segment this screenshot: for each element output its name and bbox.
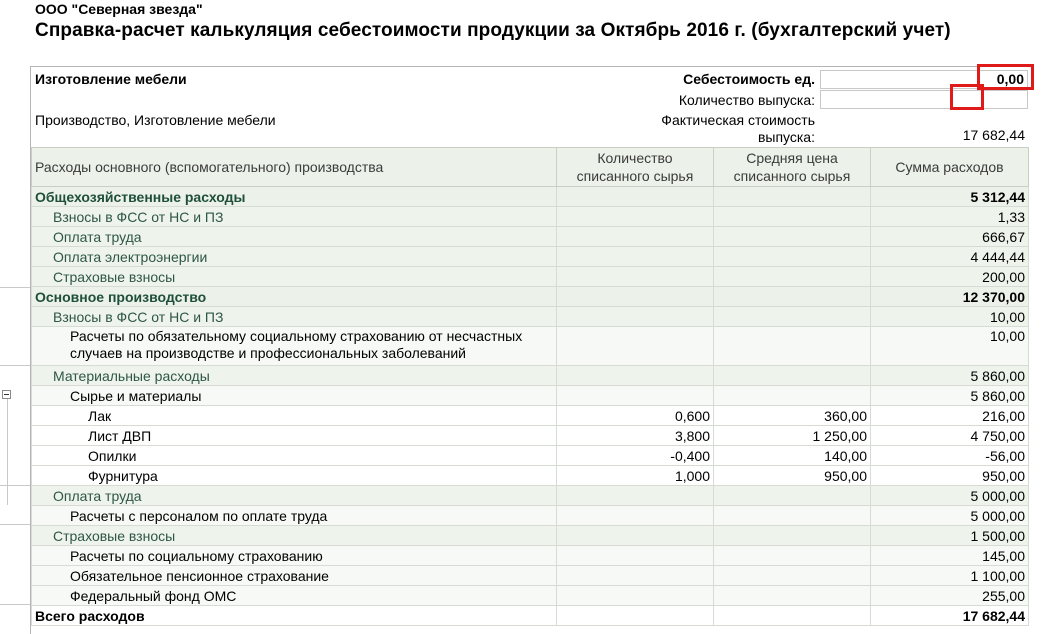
row-qty (557, 366, 714, 386)
col-header-sum[interactable]: Сумма расходов (871, 148, 1029, 187)
row-qty (557, 207, 714, 227)
row-sum: 200,00 (871, 267, 1029, 287)
row-price (714, 606, 871, 626)
row-label: Страховые взносы (32, 267, 557, 287)
row-sum: -56,00 (871, 446, 1029, 466)
row-sum: 1 500,00 (871, 526, 1029, 546)
row-price (714, 586, 871, 606)
table-row[interactable] (32, 586, 1029, 606)
table-row[interactable] (32, 287, 1029, 307)
col-header-price[interactable]: Средняя цена списанного сырья (714, 148, 871, 187)
table-row[interactable] (32, 426, 1029, 446)
row-sum: 255,00 (871, 586, 1029, 606)
col-header-expense[interactable]: Расходы основного (вспомогательного) производства (32, 148, 557, 187)
table-row[interactable] (32, 406, 1029, 426)
row-price (714, 546, 871, 566)
highlight-unit-cost (977, 64, 1034, 90)
total-sum: 17 682,44 (871, 606, 1029, 626)
row-qty (557, 526, 714, 546)
table-row[interactable] (32, 247, 1029, 267)
row-label: Общехозяйственные расходы (32, 187, 557, 207)
row-sum: 950,00 (871, 466, 1029, 486)
unit-cost-value[interactable]: 0,00 (820, 70, 1028, 89)
table-row[interactable] (32, 506, 1029, 526)
outline-line (0, 524, 30, 525)
row-label: Оплата труда (32, 227, 557, 247)
report-title: Справка-расчет калькуляция себестоимости продукции за Октябрь 2016 г. (бухгалтерский учет) (35, 20, 951, 41)
table-row[interactable] (32, 307, 1029, 327)
production-line: Производство, Изготовление мебели (35, 112, 276, 128)
row-label: Материальные расходы (32, 366, 557, 386)
row-qty (557, 386, 714, 406)
collapse-group-toggle[interactable] (2, 390, 11, 399)
total-label: Всего расходов (32, 606, 557, 626)
row-label: Лак (32, 406, 557, 426)
row-sum: 5 312,44 (871, 187, 1029, 207)
cost-table (31, 147, 1029, 626)
row-sum: 12 370,00 (871, 287, 1029, 307)
row-sum: 5 860,00 (871, 386, 1029, 406)
row-price (714, 187, 871, 207)
row-price: 360,00 (714, 406, 871, 426)
outline-line (0, 365, 30, 366)
row-qty (557, 486, 714, 506)
row-qty (557, 227, 714, 247)
row-qty (557, 546, 714, 566)
table-row[interactable] (32, 187, 1029, 207)
row-price (714, 287, 871, 307)
row-label: Федеральный фонд ОМС (32, 586, 557, 606)
outline-line (0, 485, 30, 486)
table-row[interactable] (32, 366, 1029, 386)
row-label: Фурнитура (32, 466, 557, 486)
row-sum: 5 860,00 (871, 366, 1029, 386)
row-sum: 5 000,00 (871, 506, 1029, 526)
row-label: Расчеты с персоналом по оплате труда (32, 506, 557, 526)
table-row[interactable] (32, 466, 1029, 486)
row-sum: 5 000,00 (871, 486, 1029, 506)
row-price (714, 247, 871, 267)
row-price (714, 307, 871, 327)
row-label: Сырье и материалы (32, 386, 557, 406)
table-row[interactable] (32, 566, 1029, 586)
table-row[interactable] (32, 227, 1029, 247)
actual-cost-label-line1: Фактическая стоимость (661, 112, 815, 128)
actual-cost-label (661, 112, 815, 146)
outline-gutter (0, 0, 30, 633)
row-price (714, 526, 871, 546)
col-header-qty[interactable]: Количество списанного сырья (557, 148, 714, 187)
row-qty (557, 506, 714, 526)
row-price: 140,00 (714, 446, 871, 466)
actual-cost-label-line2: выпуска: (757, 129, 815, 145)
row-label: Основное производство (32, 287, 557, 307)
row-label: Расчеты по обязательному социальному страхованию от несчастных случаев на производстве и профессиональных заболеваний (32, 327, 557, 366)
row-sum: 1 100,00 (871, 566, 1029, 586)
row-qty (557, 187, 714, 207)
row-qty (557, 247, 714, 267)
row-qty (557, 287, 714, 307)
row-label: Оплата электроэнергии (32, 247, 557, 267)
row-sum: 666,67 (871, 227, 1029, 247)
highlight-quantity (950, 84, 984, 110)
row-qty: -0,400 (557, 446, 714, 466)
table-row[interactable] (32, 207, 1029, 227)
row-price (714, 386, 871, 406)
row-sum: 4 750,00 (871, 426, 1029, 446)
actual-cost-value[interactable]: 17 682,44 (962, 127, 1025, 143)
row-price: 1 250,00 (714, 426, 871, 446)
row-qty (557, 606, 714, 626)
table-row[interactable] (32, 267, 1029, 287)
row-sum: 10,00 (871, 307, 1029, 327)
row-sum: 145,00 (871, 546, 1029, 566)
row-label: Лист ДВП (32, 426, 557, 446)
row-sum: 216,00 (871, 406, 1029, 426)
table-row[interactable] (32, 546, 1029, 566)
total-row[interactable] (32, 606, 1029, 626)
row-price (714, 267, 871, 287)
row-qty (557, 586, 714, 606)
outline-line (0, 287, 30, 288)
row-label: Взносы в ФСС от НС и ПЗ (32, 207, 557, 227)
outline-line (0, 604, 30, 605)
row-sum: 1,33 (871, 207, 1029, 227)
row-qty (557, 327, 714, 366)
row-qty (557, 307, 714, 327)
row-label: Взносы в ФСС от НС и ПЗ (32, 307, 557, 327)
row-label: Страховые взносы (32, 526, 557, 546)
row-label: Расчеты по социальному страхованию (32, 546, 557, 566)
row-price: 950,00 (714, 466, 871, 486)
row-qty: 0,600 (557, 406, 714, 426)
row-price (714, 506, 871, 526)
row-qty: 1,000 (557, 466, 714, 486)
row-label: Обязательное пенсионное страхование (32, 566, 557, 586)
table-row[interactable] (32, 386, 1029, 406)
row-price (714, 566, 871, 586)
row-price (714, 227, 871, 247)
organization-name: ООО "Северная звезда" (35, 1, 203, 17)
row-qty (557, 267, 714, 287)
table-row[interactable] (32, 526, 1029, 546)
row-price (714, 486, 871, 506)
table-row[interactable] (32, 486, 1029, 506)
row-label: Опилки (32, 446, 557, 466)
unit-cost-label: Себестоимость ед. (683, 71, 815, 87)
row-qty: 3,800 (557, 426, 714, 446)
row-price (714, 327, 871, 366)
product-name: Изготовление мебели (35, 71, 187, 87)
table-header-row (32, 148, 1029, 187)
table-row[interactable] (32, 446, 1029, 466)
row-price (714, 366, 871, 386)
row-sum: 4 444,44 (871, 247, 1029, 267)
outline-line (7, 399, 8, 505)
quantity-label: Количество выпуска: (678, 92, 815, 108)
row-sum: 10,00 (871, 327, 1029, 366)
row-qty (557, 566, 714, 586)
table-row[interactable] (32, 327, 1029, 366)
row-price (714, 207, 871, 227)
row-label: Оплата труда (32, 486, 557, 506)
quantity-value[interactable] (820, 90, 1028, 109)
